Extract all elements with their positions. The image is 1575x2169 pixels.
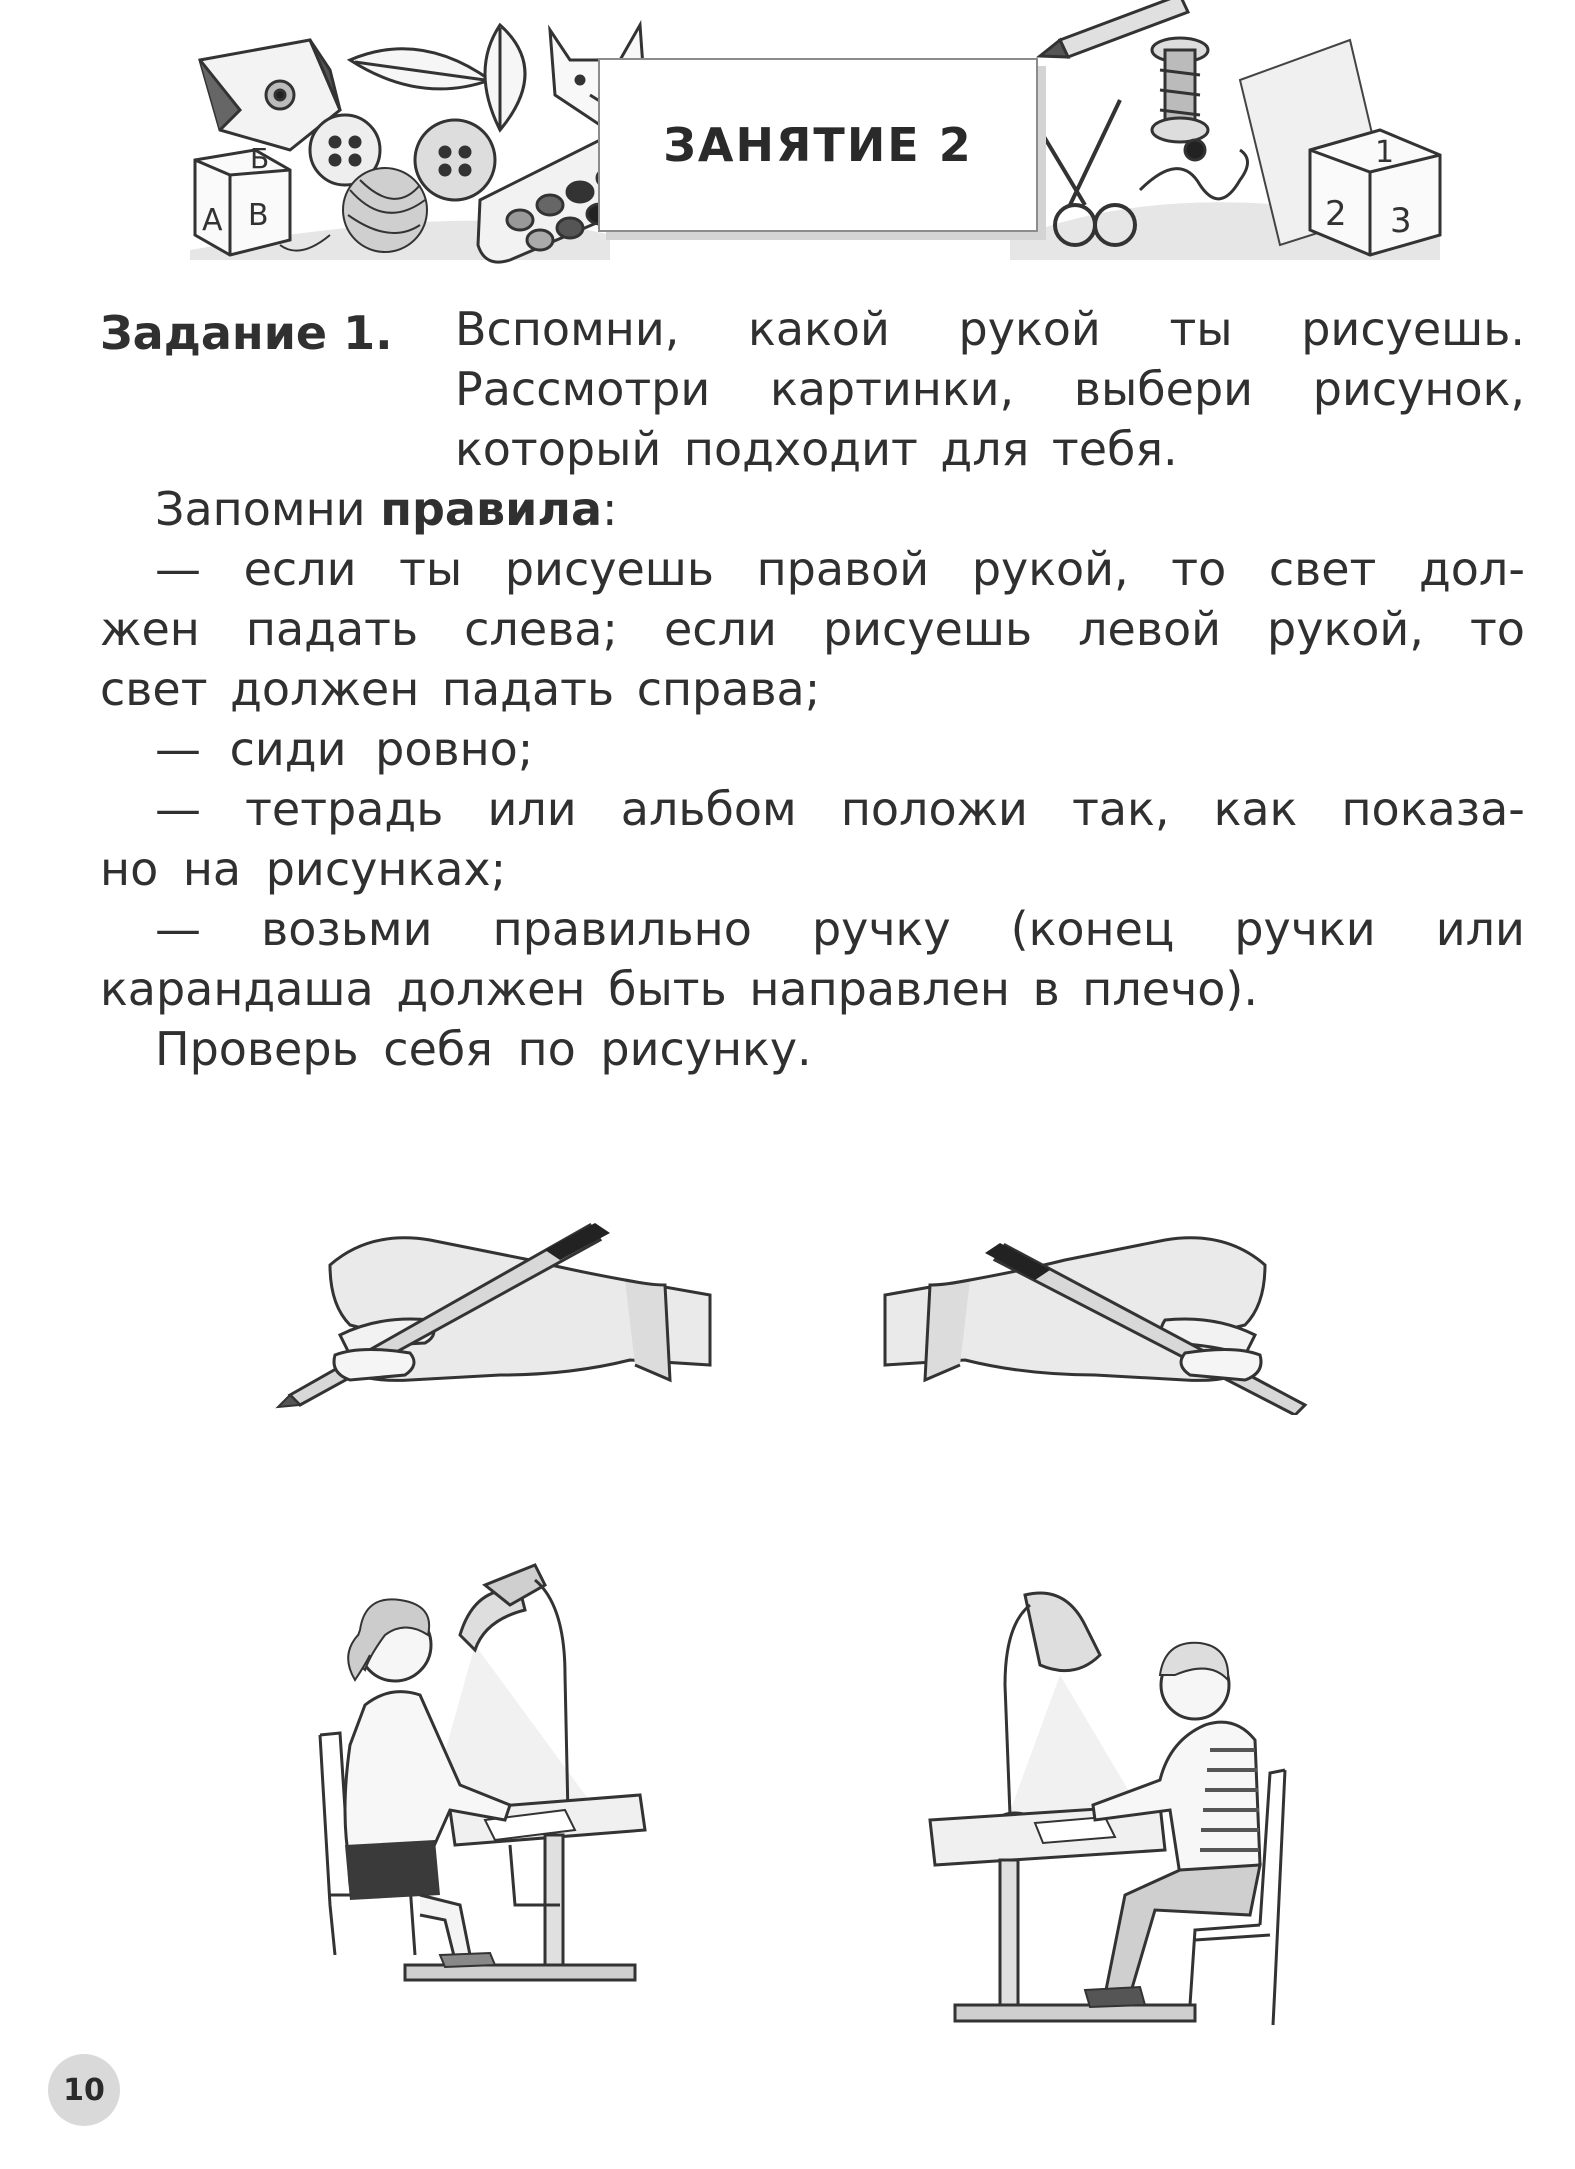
svg-text:А: А [202, 203, 223, 238]
svg-text:В: В [248, 198, 269, 233]
remember-bold: правила [380, 482, 603, 536]
leaf-icon [350, 25, 525, 130]
lesson-title-box [598, 58, 1038, 232]
rule-line-6: но на рисунках; [100, 842, 507, 896]
rule-line-1: — если ты рисуешь правой рукой, то свет дол- [155, 542, 1525, 596]
number-cube-icon [1310, 130, 1440, 255]
remember-line: Запомни правила: [155, 482, 618, 536]
letter-cube-icon [195, 142, 290, 255]
check-line: Проверь себя по рисунку. [155, 1022, 812, 1076]
rule-line-4: — сиди ровно; [155, 722, 534, 776]
lesson-title: ЗАНЯТИЕ 2 [663, 118, 973, 172]
button-icon [415, 120, 495, 200]
svg-text:Б: Б [250, 142, 270, 175]
intro-line-3: который подходит для тебя. [455, 422, 1178, 476]
right-hand-pen-illustration [270, 1195, 720, 1415]
intro-line-2: Рассмотри картинки, выбери рисунок, [455, 362, 1525, 416]
string-icon [1140, 140, 1248, 199]
svg-text:1: 1 [1375, 135, 1395, 170]
rule-line-7: — возьми правильно ручку (конец ручки или [155, 902, 1525, 956]
left-hand-pen-illustration [855, 1195, 1325, 1415]
rule-line-5: — тетрадь или альбом положи так, как показа- [155, 782, 1525, 836]
boy-desk-illustration [925, 1565, 1305, 2035]
girl-desk-illustration [310, 1525, 650, 1985]
thread-spool-icon [1152, 38, 1208, 142]
rule-line-2: жен падать слева; если рисуешь левой рукой, то [100, 602, 1525, 656]
svg-text:2: 2 [1325, 194, 1347, 234]
task-label: Задание 1. [100, 306, 393, 360]
page-number: 10 [48, 2054, 120, 2126]
rule-line-8: карандаша должен быть направлен в плечо). [100, 962, 1258, 1016]
svg-text:3: 3 [1390, 201, 1412, 241]
rule-line-3: свет должен падать справа; [100, 662, 821, 716]
intro-line-1: Вспомни, какой рукой ты рисуешь. [455, 302, 1525, 356]
